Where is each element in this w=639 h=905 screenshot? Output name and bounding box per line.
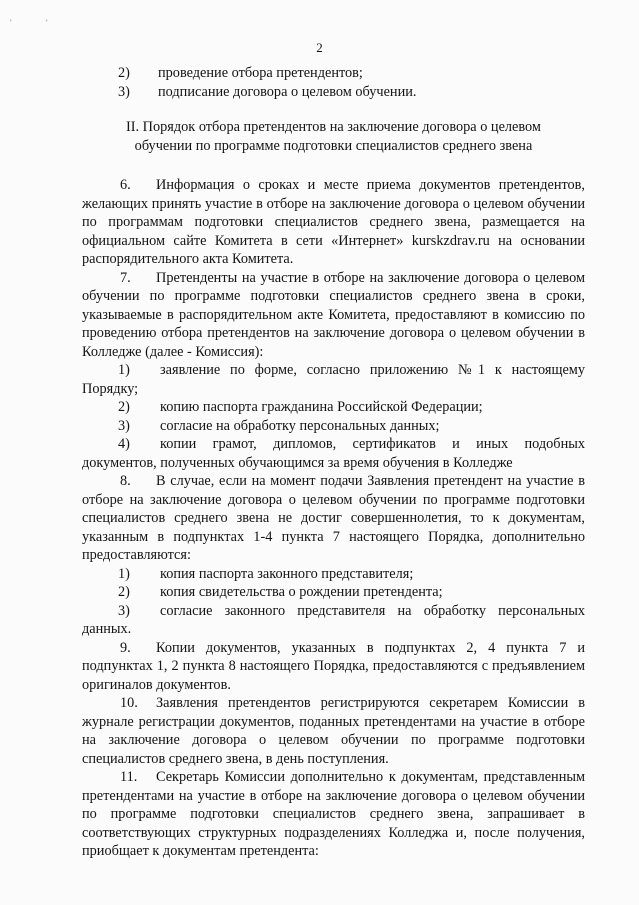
intro-list-item: 3) подписание договора о целевом обучении. <box>118 83 417 100</box>
paragraph-8-item-1: 1) копия паспорта законного представителя; <box>118 565 414 582</box>
paragraph-7-item-3: 3) согласие на обработку персональных данных; <box>118 417 440 434</box>
paragraph-10: 10. Заявления претендентов регистрируются секретарем Комиссии в журнале регистрации документов, поданных претендентами на участие в отборе на заключение договора о целевом обучении по программе подготовки специалистов среднего звена, в день поступления. <box>82 695 585 767</box>
page-number: 2 <box>316 40 323 55</box>
paragraph-8-item-2: 2) копия свидетельства о рождении претендента; <box>118 584 443 600</box>
paragraph-8-item-3: 3) согласие законного представителя на обработку персональных данных. <box>82 602 585 637</box>
scan-mark: ' <box>10 18 12 28</box>
paragraph-7: 7. Претенденты на участие в отборе на заключение договора о целевом обучении по программе подготовки специалистов среднего звена в сроки, указываемые в распорядительном акте Комитета, предоставляют в комиссию по проведению отбора претендентов на заключение договора о целевом обучении в Колледже (далее - Комиссия): <box>82 269 585 360</box>
paragraph-8: 8. В случае, если на момент подачи Заявления претендент на участие в отборе на заключение договора о целевом обучении по программе подготовки специалистов среднего звена не достиг совершеннолетия, то к документам, указанным в подпунктах 1-4 пункта 7 настоящего Порядка, дополнительно предоставляются: <box>82 473 585 563</box>
paragraph-7-item-4: 4) копии грамот, дипломов, сертификатов и иных подобных документов, полученных обучающимся за время обучения в Колледже <box>82 436 585 471</box>
document-body <box>82 64 585 861</box>
paragraph-7-item-1: 1) заявление по форме, согласно приложению №1 к настоящему Порядку; <box>82 362 585 397</box>
paragraph-7-item-2: 2) копию паспорта гражданина Российской Федерации; <box>118 399 483 415</box>
intro-list-item: 2) проведение отбора претендентов; <box>118 65 363 81</box>
section-title: II. Порядок отбора претендентов на заключение договора о целевом обучении по программе подготовки специалистов среднего звена <box>126 119 541 154</box>
scan-mark: ' <box>46 18 48 28</box>
paragraph-9: 9. Копии документов, указанных в подпунктах 2, 4 пункта 7 и подпунктах 1, 2 пункта 8 настоящего Порядка, предоставляются с предъявлением оригиналов документов. <box>82 639 585 693</box>
paragraph-6: 6. Информация о сроках и месте приема документов претендентов, желающих принять участие в отборе на заключение договора о целевом обучении по программам подготовки специалистов среднего звена, размещается на официальном сайте Комитета в сети «Интернет» kurskzdrav.ru на основании распорядительного акта Комитета. <box>82 177 585 267</box>
paragraph-11: 11. Секретарь Комиссии дополнительно к документам, представленным претендентами на участие в отборе на заключение договора о целевом обучении по программе подготовки специалистов среднего звена, запрашивает в соответствующих структурных подразделениях Колледжа и, после получения, приобщает к документам претендента: <box>82 769 585 859</box>
